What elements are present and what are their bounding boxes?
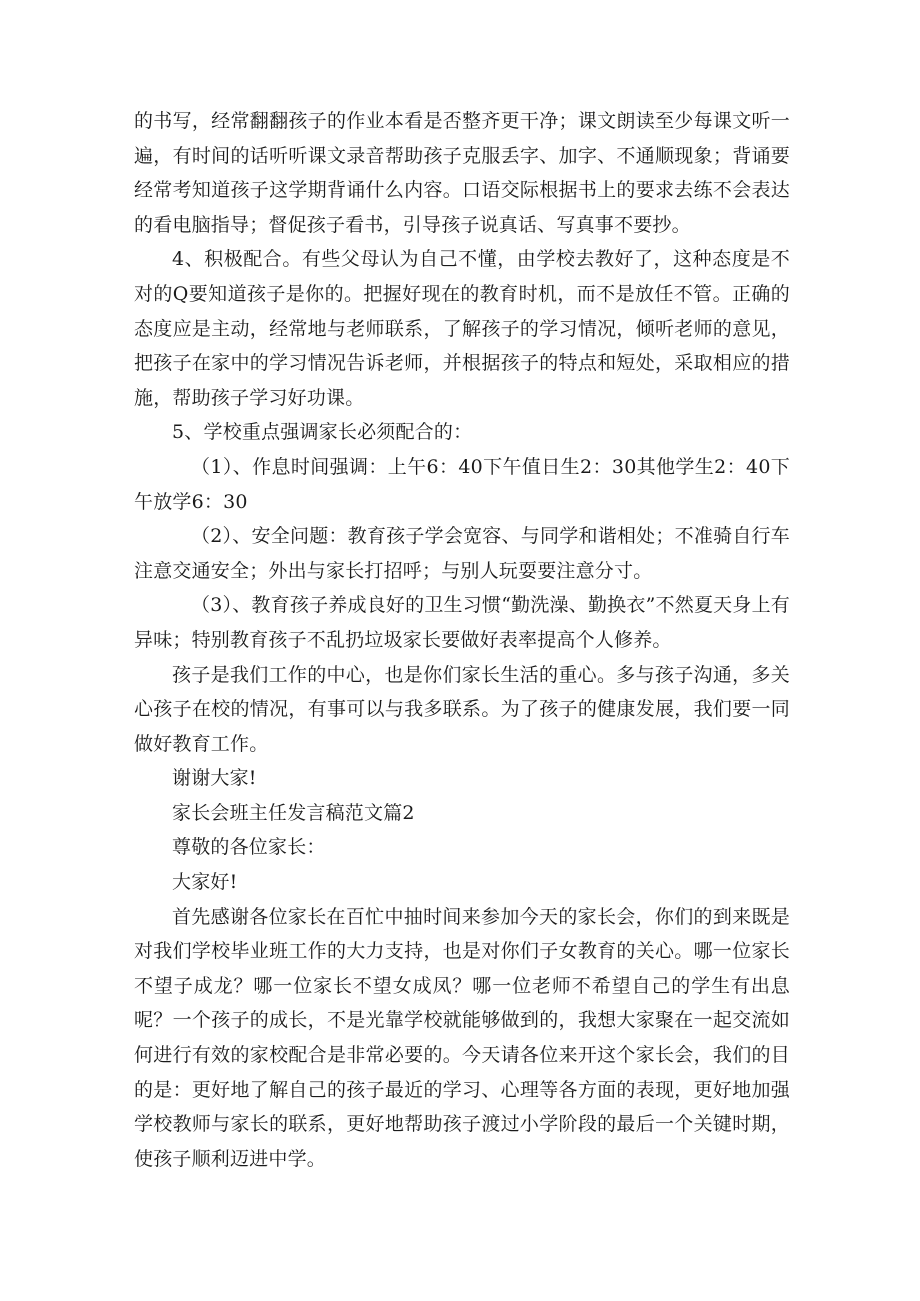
section-heading: 家长会班主任发言稿范文篇2 xyxy=(172,801,415,824)
paragraph-safety: （2）、安全问题：教育孩子学会宽容、与同学和谐相处；不准骑自行车注意交通安全；外出与家长打招呼；与别人玩耍要注意分寸。 xyxy=(134,525,790,582)
greeting: 大家好! xyxy=(172,871,238,894)
paragraph-homework-guidance: 的书写，经常翻翻孩子的作业本看是否整齐更干净；课文朗读至少每课文听一遍，有时间的话听听课文录音帮助孩子克服丢字、加字、不通顺现象；背诵要经常考知道孩子这学期背诵什么内容。口语交际根据书上的要求去练不会表达的看电脑指导；督促孩子看书，引导孩子说真话、写真事不要抄。 xyxy=(134,110,790,236)
document-body xyxy=(134,104,790,1176)
paragraph-schedule: （1）、作息时间强调：上午6：40下午值日生2：30其他学生2：40下午放学6：30 xyxy=(134,455,790,513)
paragraph-school-emphasis: 5、学校重点强调家长必须配合的： xyxy=(172,421,473,444)
paragraph-opening-remarks: 首先感谢各位家长在百忙中抽时间来参加今天的家长会，你们的到来既是对我们学校毕业班工作的大力支持，也是对你们子女教育的关心。哪一位家长不望子成龙？哪一位家长不望女成凤？哪一位老师不希望自己的学生有出息呢？一个孩子的成长，不是光靠学校就能够做到的，我想大家聚在一起交流如何进行有效的家校配合是非常必要的。今天请各位来开这个家长会，我们的目的是：更好地了解自己的孩子最近的学习、心理等各方面的表现，更好地加强学校教师与家长的联系，更好地帮助孩子渡过小学阶段的最后一个关键时期，使孩子顺利迈进中学。 xyxy=(134,905,790,1170)
paragraph-active-cooperation: 4、积极配合。有些父母认为自己不懂，由学校去教好了，这种态度是不对的Q要知道孩子是你的。把握好现在的教育时机，而不是放任不管。正确的态度应是主动，经常地与老师联系，了解孩子的学习情况，倾听老师的意见，把孩子在家中的学习情况告诉老师，并根据孩子的特点和短处，采取相应的措施，帮助孩子学习好功课。 xyxy=(134,248,790,409)
salutation: 尊敬的各位家长： xyxy=(172,836,326,859)
paragraph-hygiene: （3）、教育孩子养成良好的卫生习惯“勤洗澡、勤换衣”不然夏天身上有异味；特别教育孩子不乱扔垃圾家长要做好表率提高个人修养。 xyxy=(134,594,790,651)
paragraph-children-center: 孩子是我们工作的中心，也是你们家长生活的重心。多与孩子沟通，多关心孩子在校的情况，有事可以与我多联系。为了孩子的健康发展，我们要一同做好教育工作。 xyxy=(134,663,790,755)
paragraph-thanks: 谢谢大家! xyxy=(172,767,257,790)
